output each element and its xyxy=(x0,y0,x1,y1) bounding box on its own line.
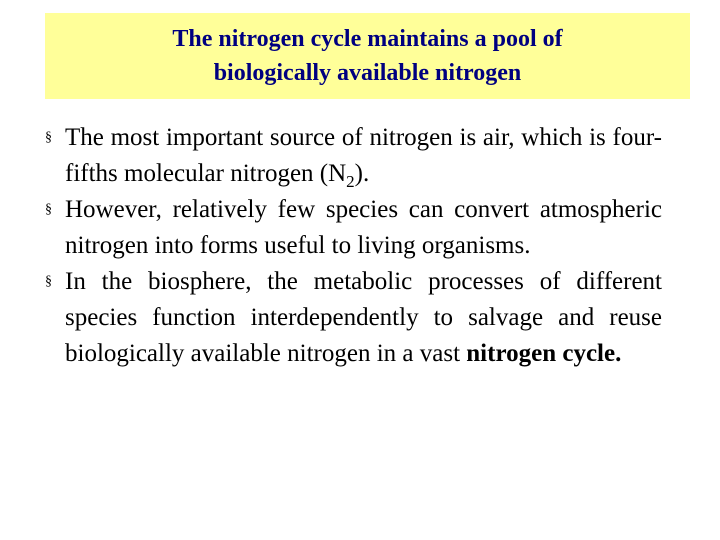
title-line-1: The nitrogen cycle maintains a pool of xyxy=(172,26,563,52)
title-line-2: biologically available nitrogen xyxy=(213,60,522,86)
bullet-item-air xyxy=(45,120,662,192)
title-box xyxy=(45,13,690,99)
bullet-item-few-species xyxy=(45,192,662,264)
bullet-marker-icon: § xyxy=(45,202,52,217)
bullet-marker-icon: § xyxy=(45,130,52,145)
bullet-list xyxy=(45,120,662,372)
bullet-text: However, relatively few species can convert atmospheric nitrogen into forms useful to living organisms. xyxy=(65,196,662,259)
bullet-text: In the biosphere, the metabolic processes of different species function interdependently to salvage and reuse biologically available nitrogen in a vast xyxy=(65,268,662,367)
bullet-marker-icon: § xyxy=(45,274,52,289)
bullet-item-biosphere xyxy=(45,264,662,372)
bullet-bold-term: nitrogen cycle. xyxy=(466,340,622,367)
bullet-text-end: ). xyxy=(354,160,370,187)
bullet-text: The most important source of nitrogen is air, which is four-fifths molecular nitrogen (N xyxy=(65,124,662,187)
subscript-2: 2 xyxy=(346,172,355,191)
